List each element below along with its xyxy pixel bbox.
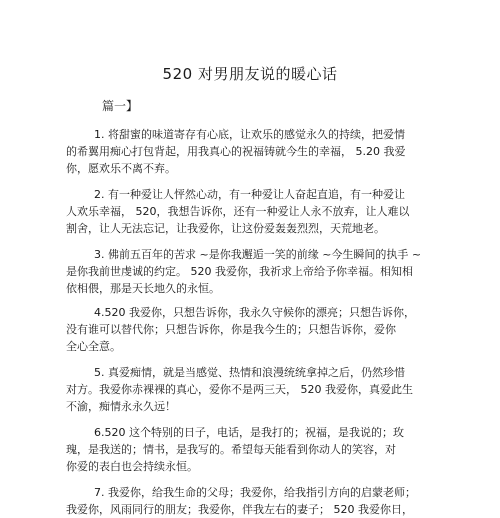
paragraph-2 [66,186,438,237]
paragraph-4 [66,304,438,355]
paragraph-3 [66,246,438,297]
paragraph-line: 7. 我爱你，给我生命的父母；我爱你，给我指引方向的启蒙老师； [94,486,416,499]
paragraph-line: 你爱的表白也会持续永恒。 [66,460,198,473]
paragraph-line: 2. 有一种爱让人怦然心动，有一种爱让人奋起直追，有一种爱让 [94,188,405,201]
paragraph-line: 人欢乐幸福， 520，我想告诉你，还有一种爱让人永不放弃，让人难以 [66,205,410,218]
paragraph-line: 的希翼用痴心打包背起，用我真心的祝福铸就今生的幸福， 5.20 我爱 [66,145,406,158]
paragraph-7 [66,484,438,518]
paragraph-1 [66,126,438,177]
paragraph-line: 不渝，痴情永永久远！ [66,400,176,413]
paragraph-line: 瑰，是我送的；情书，是我写的。希望每天能看到你动人的笑容，对 [66,443,396,456]
paragraph-line: 割舍，让人无法忘记，让我爱你，让这份爱轰轰烈烈，天荒地老。 [66,222,385,235]
paragraph-line: 没有谁可以替代你；只想告诉你，你是我今生的；只想告诉你，爱你 [66,323,396,336]
paragraph-line: 5. 真爱痴情，就是当感觉、热情和浪漫统统拿掉之后，仍然珍惜 [94,366,405,379]
paragraph-line: 我爱你，风雨同行的朋友；我爱你，伴我左右的妻子； 520 我爱你日， [66,503,413,516]
paragraph-line: 你，愿欢乐不离不弃。 [66,162,176,175]
paragraph-line: 3. 佛前五百年的苦求 ~是你我邂逅一笑的前缘 ~今生瞬间的执手 ~ [94,248,422,261]
paragraph-line: 全心全意。 [66,340,121,353]
paragraph-5 [66,364,438,415]
paragraph-6 [66,424,438,475]
paragraph-line: 4.520 我爱你，只想告诉你，我永久守候你的漂亮；只想告诉你， [94,306,415,319]
paragraph-line: 是你我前世虔诚的约定。 520 我爱你，我祈求上帝给予你幸福。相知相 [66,265,413,278]
paragraph-line: 1. 将甜蜜的味道寄存有心底，让欢乐的感觉永久的持续，把爱情 [94,128,405,141]
paragraph-line: 6.520 这个特别的日子，电话，是我打的；祝福，是我说的；玫 [94,426,404,439]
paragraph-line: 对方。我爱你赤裸裸的真心，爱你不是两三天， 520 我爱你，真爱此生 [66,383,413,396]
document-title: 520 对男朋友说的暖心话 [162,65,338,83]
section-heading: 篇一】 [102,99,139,113]
paragraph-line: 依相偎，那是天长地久的永恒。 [66,282,220,295]
